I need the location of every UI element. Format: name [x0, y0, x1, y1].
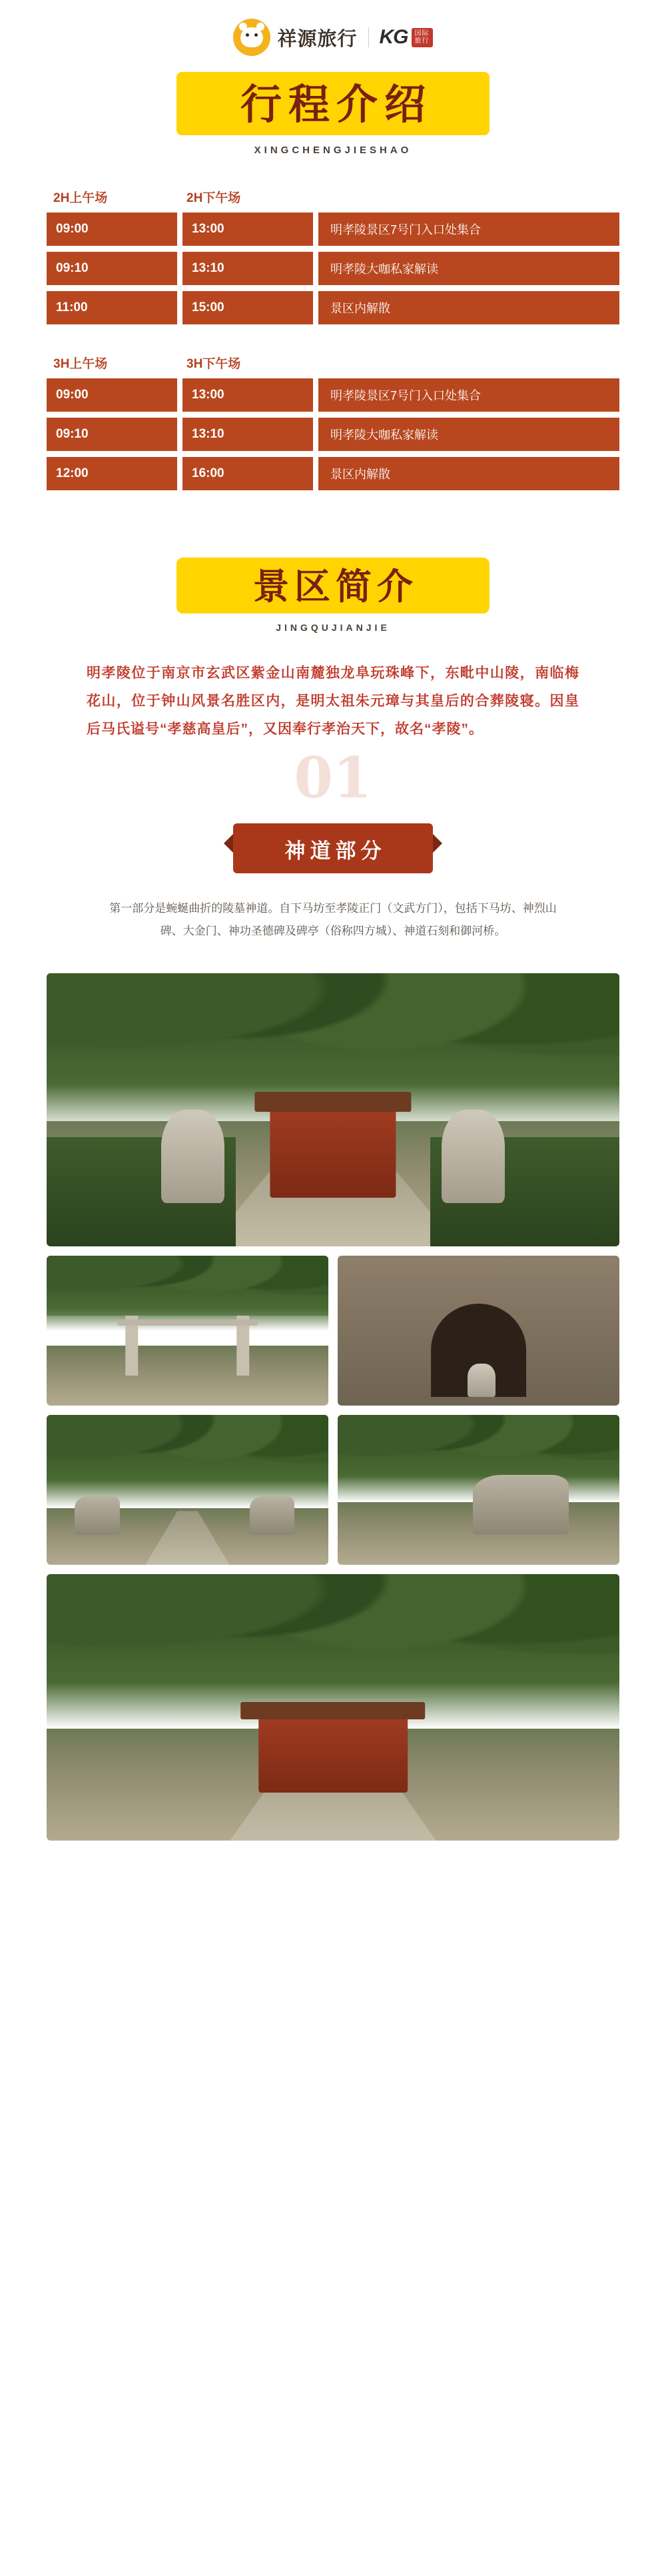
schedule-desc: 景区内解散 [318, 291, 619, 324]
page-title: 行程介绍 [240, 80, 432, 129]
subsection-title: 神道部分 [284, 839, 386, 864]
photo-stone-animals-path [47, 1415, 328, 1565]
schedule-block-2h [47, 188, 619, 324]
schedule-col1-header-3h: 3H上午场 [53, 357, 108, 372]
schedule-time1: 11:00 [47, 291, 177, 324]
section-title-pinyin: JINGQUJIANJIE [276, 622, 390, 634]
photo-pailou-archway [47, 1256, 328, 1406]
schedule-headers-2h [47, 188, 619, 206]
subsection-ribbon-shendao [233, 823, 433, 873]
schedule-time1: 09:10 [47, 418, 177, 451]
schedule-col2-header-2h: 2H下午场 [186, 191, 241, 206]
photo-sifangcheng-arch [338, 1256, 619, 1406]
schedule-col2-header-3h: 3H下午场 [186, 357, 241, 372]
table-row [47, 418, 619, 451]
schedule-time1: 09:00 [47, 213, 177, 246]
panda-logo-icon [233, 19, 270, 56]
schedule-time1: 12:00 [47, 457, 177, 490]
scenic-intro-paragraph: 明孝陵位于南京市玄武区紫金山南麓独龙阜玩珠峰下，东毗中山陵，南临梅花山，位于钟山风景名胜区内，是明太祖朱元璋与其皇后的合葬陵寝。因皇后马氏谥号“孝慈高皇后”，又因奉行孝治天下，故名“孝陵”。 [87, 665, 579, 737]
schedule-desc: 明孝陵大咖私家解读 [318, 418, 619, 451]
shendao-body-paragraph: 第一部分是蜿蜒曲折的陵墓神道。自下马坊至孝陵正门（文武方门），包括下马坊、神烈山碑、大金门、神功圣德碑及碑亭（俗称四方城）、神道石刻和御河桥。 [109, 902, 557, 938]
schedule-block-3h [47, 354, 619, 490]
table-row [47, 291, 619, 324]
schedule-time2: 13:00 [182, 213, 313, 246]
table-row [47, 252, 619, 285]
brand-name: 祥源旅行 [277, 28, 358, 50]
page-title-pinyin: XINGCHENGJIESHAO [254, 145, 412, 157]
section-banner-scenic-intro [176, 558, 490, 614]
section-watermark-number: 01 [294, 745, 372, 811]
schedule-desc: 明孝陵大咖私家解读 [318, 252, 619, 285]
schedule-time2: 16:00 [182, 457, 313, 490]
photo-wenwu-fangmen [47, 1574, 619, 1841]
schedule-time2: 13:10 [182, 418, 313, 451]
brand-header [0, 0, 666, 68]
partner-logo [380, 26, 433, 49]
schedule-time2: 13:00 [182, 378, 313, 412]
schedule-time1: 09:00 [47, 378, 177, 412]
schedule-desc: 景区内解散 [318, 457, 619, 490]
section-title: 景区简介 [253, 565, 418, 608]
photo-shendao-statues [47, 973, 619, 1246]
table-row [47, 457, 619, 490]
table-row [47, 213, 619, 246]
photo-gallery [47, 973, 619, 1841]
schedule-desc: 明孝陵景区7号门入口处集合 [318, 378, 619, 412]
schedule-desc: 明孝陵景区7号门入口处集合 [318, 213, 619, 246]
page-title-banner [176, 72, 490, 135]
schedule-time1: 09:10 [47, 252, 177, 285]
table-row [47, 378, 619, 412]
schedule-headers-3h [47, 354, 619, 372]
schedule-time2: 13:10 [182, 252, 313, 285]
partner-name: KG [379, 26, 408, 48]
schedule-time2: 15:00 [182, 291, 313, 324]
photo-stone-horse [338, 1415, 619, 1565]
vertical-divider-icon [368, 27, 369, 47]
partner-badge: 国际 旅行 [412, 28, 433, 47]
schedule-col1-header-2h: 2H上午场 [53, 191, 108, 206]
